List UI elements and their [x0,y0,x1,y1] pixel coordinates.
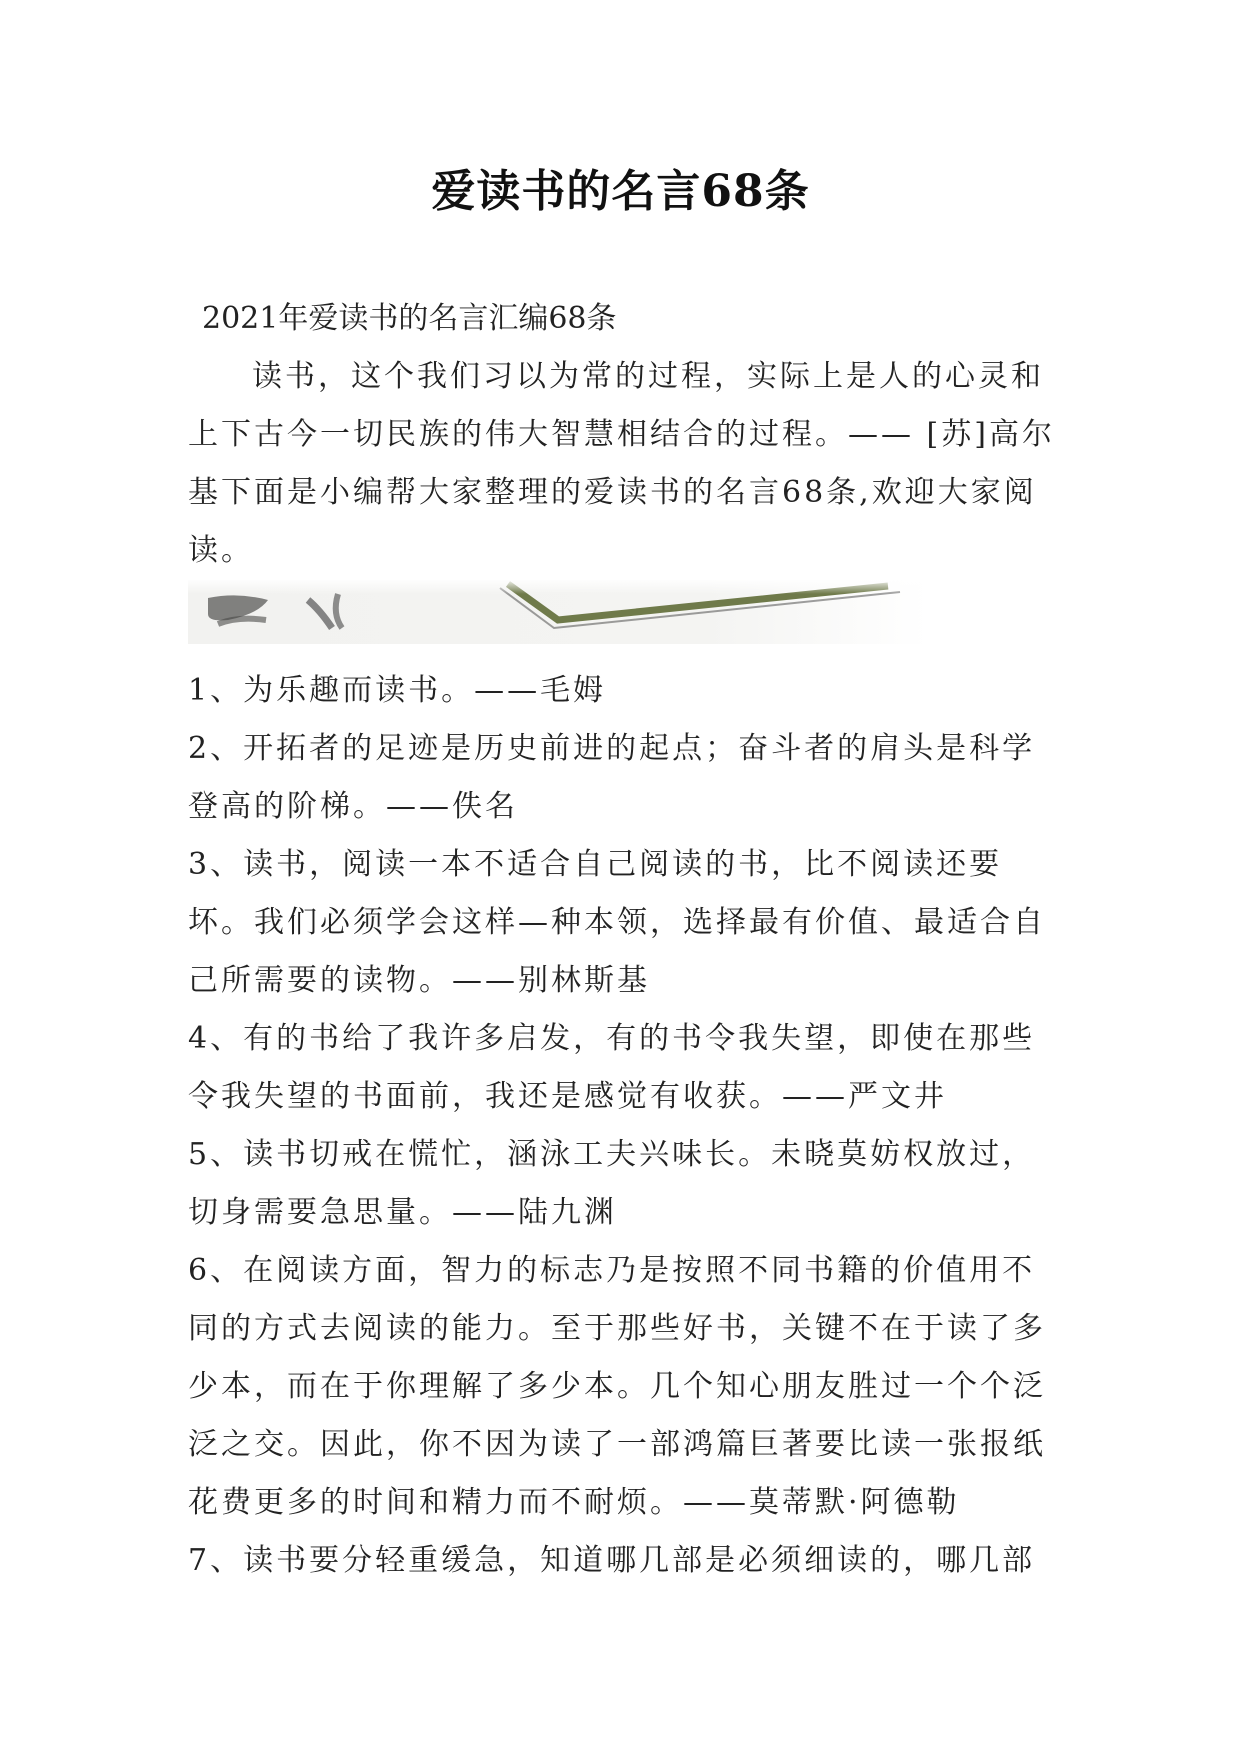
document-subtitle: 2021年爱读书的名言汇编68条 [202,301,617,336]
quote-item: 7、读书要分轻重缓急，知道哪几部是必须细读的，哪几部 [188,1543,1036,1578]
quote-item: 1、为乐趣而读书。——毛姆 [188,673,607,708]
document-title: 爱读书的名言68条 [431,166,810,217]
book-illustration-graphic [188,580,928,644]
quote-item: 4、有的书给了我许多启发，有的书令我失望，即使在那些令我失望的书面前，我还是感觉有收获。——严文井 [188,1021,1036,1114]
quotes-list [188,662,1058,1590]
document-body [188,290,1058,1590]
quote-item: 3、读书，阅读一本不适合自己阅读的书，比不阅读还要坏。我们必须学会这样—种本领，选择最有价值、最适合自己所需要的读物。——别林斯基 [188,847,1046,998]
intro-paragraph: 读书，这个我们习以为常的过程，实际上是人的心灵和上下古今一切民族的伟大智慧相结合的过程。—— [苏]高尔基下面是小编帮大家整理的爱读书的名言68条,欢迎大家阅读。 [188,359,1055,568]
quote-item: 2、开拓者的足迹是历史前进的起点；奋斗者的肩头是科学登高的阶梯。——佚名 [188,731,1036,824]
quote-item: 6、在阅读方面，智力的标志乃是按照不同书籍的价值用不同的方式去阅读的能力。至于那些好书，关键不在于读了多少本，而在于你理解了多少本。几个知心朋友胜过一个个泛泛之交。因此，你不因为读了一部鸿篇巨著要比读一张报纸花费更多的时间和精力而不耐烦。——莫蒂默·阿德勒 [188,1253,1046,1520]
book-illustration [188,580,928,644]
quote-item: 5、读书切戒在慌忙，涵泳工夫兴味长。未晓莫妨权放过，切身需要急思量。——陆九渊 [188,1137,1036,1230]
